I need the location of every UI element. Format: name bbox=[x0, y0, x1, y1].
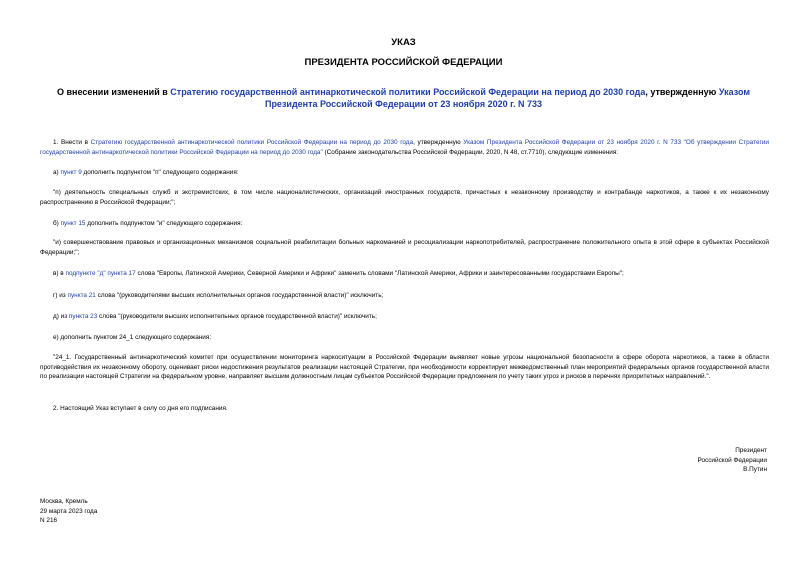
subtitle-text-1: О внесении изменений в bbox=[56, 87, 171, 97]
point-23-link[interactable]: пункта 23 bbox=[68, 313, 98, 320]
subparagraph-g bbox=[40, 291, 769, 301]
pa-text-b: дополнить подпунктом "п" следующего содержания: bbox=[81, 169, 239, 176]
point-17-link[interactable]: подпункте "д" пункта 17 bbox=[65, 270, 136, 277]
signature-country: Российской Федерации bbox=[697, 456, 767, 464]
p1-text-b: , утвержденную bbox=[413, 139, 464, 146]
point-15-link[interactable]: пункт 15 bbox=[60, 220, 86, 227]
issuer-title: ПРЕЗИДЕНТА РОССИЙСКОЙ ФЕДЕРАЦИИ bbox=[304, 57, 503, 68]
subparagraph-e: е) дополнить пунктом 24_1 следующего содержания: bbox=[53, 334, 212, 341]
decree-link[interactable]: Указом Президента Российской Федерации от 23 ноября 2020 г. N 733 bbox=[264, 87, 751, 109]
p1-strategy-link[interactable]: Стратегию государственной антинаркотической политики Российской Федерации на период до 2030 года bbox=[90, 139, 414, 146]
document-title: УКАЗ bbox=[391, 37, 416, 48]
subparagraph-a bbox=[40, 168, 769, 178]
signature-title: Президент bbox=[735, 447, 767, 454]
pd-text-a: д) из bbox=[53, 313, 69, 320]
subtitle-text-2: , утвержденную bbox=[645, 87, 719, 97]
p1-text-a: 1. Внести в bbox=[53, 139, 91, 146]
pd-text-b: слова "(руководители высших исполнительных органов государственной власти)" исключить; bbox=[97, 313, 377, 320]
signature-block bbox=[698, 446, 768, 475]
subparagraph-b bbox=[40, 219, 769, 229]
p1-text-c: (Собрание законодательства Российской Федерации, 2020, N 48, ст.7710), следующие изменения: bbox=[322, 148, 619, 156]
quote-b: "и) совершенствование правовых и организационных механизмов социальной реабилитации больных наркоманией и ресоциализации наркопотребителей, распространение положительного опыта в этой сфере в субъектах Российской Федерации;"; bbox=[40, 239, 769, 256]
place-date: 29 марта 2023 года bbox=[40, 507, 98, 515]
pg-text-b: слова "(руководителями высших исполнительных органов государственной власти)" исключить; bbox=[95, 292, 384, 299]
place-date-block bbox=[40, 497, 97, 526]
subparagraph-v bbox=[40, 269, 769, 279]
strategy-link[interactable]: Стратегию государственной антинаркотической политики Российской Федерации на период до 2030 года bbox=[170, 87, 646, 97]
p1-decree-link[interactable]: Указом Президента Российской Федерации от 23 ноября 2020 г. N 733 "Об утверждении Стратегии государственной антинаркотической политики Российской Федерации на период до 2030 года" bbox=[40, 139, 769, 156]
pa-text-a: а) bbox=[53, 169, 61, 176]
subparagraph-d bbox=[40, 312, 769, 322]
pb-text-a: б) bbox=[53, 220, 61, 227]
quote-a: "п) деятельность специальных служб и экстремистских, в том числе националистических, организаций иностранных государств, причастных к незаконному производству и контрабанде наркотиков, а также к их незаконному распространению в Российской Федерации;"; bbox=[40, 189, 769, 206]
paragraph-1 bbox=[40, 138, 769, 157]
place-location: Москва, Кремль bbox=[40, 498, 88, 505]
pb-text-b: дополнить подпунктом "и" следующего содержания: bbox=[85, 220, 243, 227]
document-subtitle bbox=[40, 86, 767, 110]
pv-text-b: слова "Европы, Латинской Америки, Северной Америки и Африки" заменить словами "Латинской Америки, Африки и заинтересованными государствами Европы"; bbox=[135, 270, 624, 277]
point-21-link[interactable]: пункта 21 bbox=[67, 292, 96, 299]
pg-text-a: г) из bbox=[53, 292, 68, 299]
signature-name: В.Путин bbox=[743, 466, 767, 474]
pv-text-a: в) в bbox=[53, 270, 66, 277]
quote-e: "24_1. Государственный антинаркотический комитет при осуществлении мониторинга наркоситуации в Российской Федерации выявляет новые угрозы национальной безопасности в сфере оборота наркотиков, а также в области противодействия их незаконному обороту, оценивает риски недостижения результатов реализации настоящей Стратегии, при необходимости корректирует межведомственный план мероприятий федеральных органов государственной власти по реализации настоящей Стратегии на федеральном уровне, направляет высшим должностным лицам субъектов Российской Федерации предложения по учету таких угроз и рисков в перечнях приоритетных направлений.". bbox=[40, 354, 769, 381]
document-number: N 216 bbox=[40, 517, 58, 525]
paragraph-2: 2. Настоящий Указ вступает в силу со дня его подписания. bbox=[53, 405, 228, 412]
point-9-link[interactable]: пункт 9 bbox=[60, 169, 82, 176]
